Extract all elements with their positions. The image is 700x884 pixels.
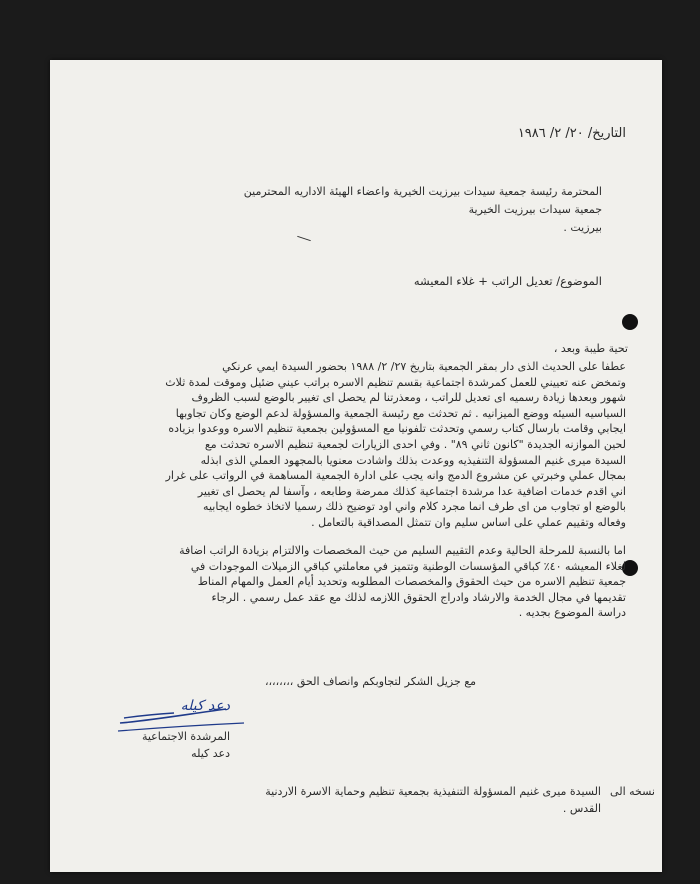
recipient-line: جمعية سيدات بيرزيت الخيرية (468, 203, 602, 216)
recipient-line: بيرزيت . (563, 221, 602, 234)
body-line: وفعاله وتقييم عملي على اساس سليم وان تتمثل المصداقية بالتعامل . (311, 516, 626, 529)
body-line: اما بالنسبة للمرحلة الحالية وعدم التقييم السليم من حيث المخصصات والالتزام بزيادة الراتب اضافة (179, 544, 626, 557)
cc-line: السيدة ميرى غنيم المسؤولة التنفيذية بجمعية تنظيم وحماية الاسرة الاردنية (265, 785, 601, 798)
cc-line: القدس . (562, 802, 601, 815)
closing-line: مع جزيل الشكر لتجاوبكم وانصاف الحق ،،،،،،،، (264, 675, 476, 688)
body-line: دراسة الموضوع بجديه . (518, 606, 626, 620)
subject-line: الموضوع/ تعديل الراتب + غلاء المعيشه (413, 274, 602, 288)
body-line: وتمخض عنه تعييني للعمل كمرشدة اجتماعية بقسم تنظيم الاسره براتب عيني ضئيل وموقت لمدة ثلاث (165, 375, 626, 389)
body-line: اني اقدم خدمات اضافية عدا مرشدة اجتماعية كذلك ممرضة وطابعه ، وآسفا لم يحصل اى تغيير (197, 484, 626, 498)
body-line: السيدة ميرى غنيم المسؤولة التنفيذيه ووعدت بذلك واشادت معنويا بالمجهود العملي الذى ابذله (200, 453, 626, 467)
body-line: ايجابي وقامت بارسال كتاب رسمي وتحدثت تلفونيا مع المسؤولين بجمعية تنظيم الاسره ووعدوا بزياده (168, 422, 626, 436)
body-line: جمعية تنظيم الاسره من حيث الحقوق والمخصصات المطلوبه وتحديد أيام العمل والمهام المناط (197, 575, 626, 589)
recipient-line: المحترمة رئيسة جمعية سيدات بيرزيت الخيرية واعضاء الهيئة الاداريه المحترمين (243, 185, 602, 198)
body-line: بالوضع او تجاوب من اى طرف انما مجرد كلام واني اود توضيح ذلك رسميا لاتخاذ خطوه ايجابيه (203, 500, 626, 514)
greeting: تحية طيبة وبعد ، (553, 342, 628, 355)
cc-label: نسخه الى (610, 785, 655, 798)
punch-hole-top (622, 314, 638, 330)
body-line: لغلاء المعيشه ٤٠٪ كباقي المؤسسات الوطنية وتتميز في معاملتي كباقي الزميلات الموجودات في (190, 559, 626, 573)
body-line: بمجال عملي وخبرتي عن مشروع الدمج وانه يجب على ادارة الجمعية المساهمة في الرواتب على غرار (165, 469, 626, 483)
body-line: شهور وبعدها زيادة رسميه اى تعديل للراتب ، ومعذرتنا لم يحصل اى تغيير بالوضع لسبب الظروف (191, 391, 626, 405)
body-line: تقديمها في مجال الخدمة والارشاد وادراج الحقوق اللازمه لذلك مع عقد عمل رسمي . الرجاء (211, 590, 626, 604)
signer-title: المرشدة الاجتماعية (141, 730, 230, 743)
body-line: السياسيه السيئه ووضع الميزانيه . ثم تحدثت مع رئيسة الجمعية والمسؤولة لدعم الوضع وكان تجاوبها (175, 406, 626, 420)
date-line: التاريخ/ ٢٠/ ٢/ ١٩٨٦ (517, 126, 626, 141)
body-line: عطفا على الحديث الذى دار بمقر الجمعية بتاريخ ٢٧/ ٢/ ١٩٨٨ بحضور السيدة ايمي عرنكي (222, 360, 626, 373)
signer-typed-name: دعد كيله (191, 747, 230, 760)
letter-page (50, 60, 662, 872)
handwritten-signature: دعد كيله (180, 698, 230, 714)
body-line: لحين الموازنه الجديدة "كانون ثاني ٨٩" . وفي احدى الزيارات لجمعية تنظيم الاسره تحدثت مع (204, 438, 626, 451)
pen-mark (297, 236, 311, 241)
